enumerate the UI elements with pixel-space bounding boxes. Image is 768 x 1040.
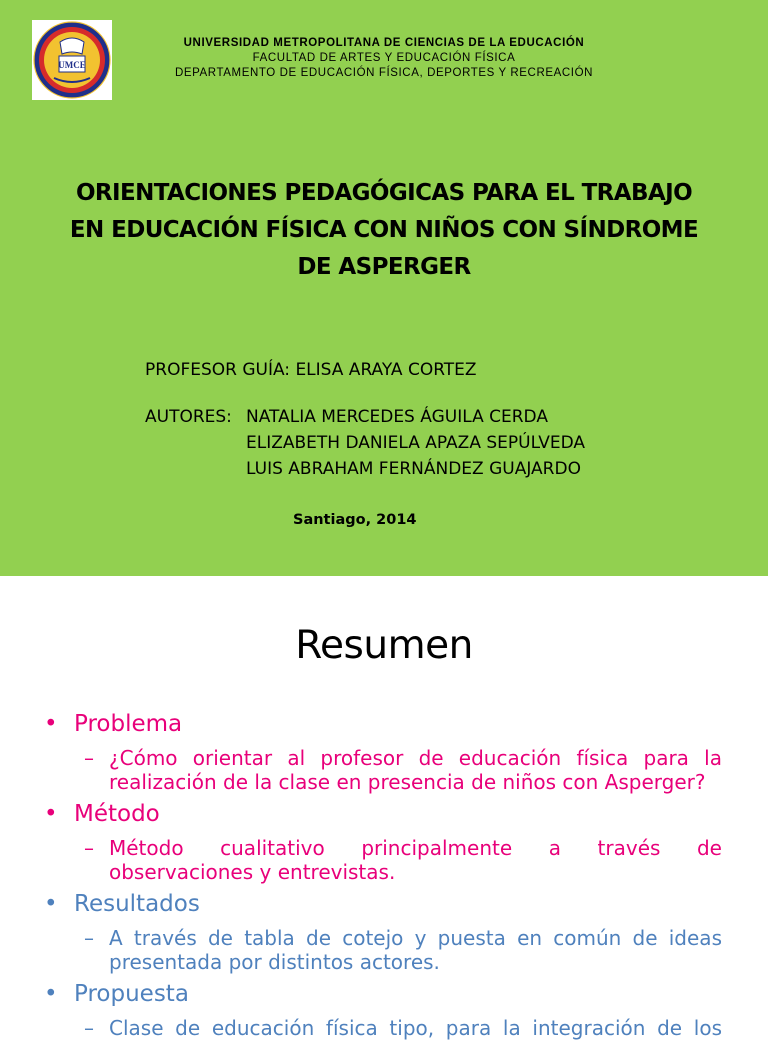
summary-slide <box>0 576 768 1040</box>
guide-professor: PROFESOR GUÍA: ELISA ARAYA CORTEZ <box>145 360 477 380</box>
sub-bullet-resultados <box>84 926 722 974</box>
dash-icon: – <box>84 1016 94 1040</box>
sub-bullet-line: observaciones y entrevistas. <box>109 860 396 884</box>
dash-icon: – <box>84 836 94 860</box>
sub-bullet-line: A través de tabla de cotejo y puesta en común de ideas <box>109 926 722 950</box>
svg-text:UMCE: UMCE <box>58 60 86 70</box>
bullet-label: Resultados <box>74 891 200 917</box>
authors-label: AUTORES: <box>145 407 232 427</box>
bullet-dot-icon: • <box>44 891 58 917</box>
bullet-resultados <box>44 891 200 917</box>
author-name: NATALIA MERCEDES ÁGUILA CERDA <box>246 407 548 427</box>
bullet-dot-icon: • <box>44 801 58 827</box>
author-name: ELIZABETH DANIELA APAZA SEPÚLVEDA <box>246 433 585 453</box>
department-name: DEPARTAMENTO DE EDUCACIÓN FÍSICA, DEPORTES Y RECREACIÓN <box>174 67 594 79</box>
bullet-problema <box>44 711 182 737</box>
sub-bullet-line: Clase de educación física tipo, para la integración de los <box>109 1016 722 1040</box>
date-location: Santiago, 2014 <box>293 512 417 528</box>
bullet-label: Método <box>74 801 160 827</box>
sub-bullet-propuesta <box>84 1016 722 1040</box>
dash-icon: – <box>84 746 94 770</box>
bullet-label: Propuesta <box>74 981 189 1007</box>
university-logo <box>32 20 112 100</box>
summary-title: Resumen <box>295 623 473 668</box>
dash-icon: – <box>84 926 94 950</box>
sub-bullet-line: ¿Cómo orientar al profesor de educación física para la <box>109 746 722 770</box>
bullet-dot-icon: • <box>44 981 58 1007</box>
title-line: EN EDUCACIÓN FÍSICA CON NIÑOS CON SÍNDROME <box>69 217 699 243</box>
title-line: ORIENTACIONES PEDAGÓGICAS PARA EL TRABAJO <box>75 180 693 206</box>
bullet-metodo <box>44 801 160 827</box>
sub-bullet-line: realización de la clase en presencia de niños con Asperger? <box>109 770 706 794</box>
sub-bullet-line: presentada por distintos actores. <box>109 950 440 974</box>
title-line: DE ASPERGER <box>297 254 471 280</box>
faculty-name: FACULTAD DE ARTES Y EDUCACIÓN FÍSICA <box>252 52 516 64</box>
author-name: LUIS ABRAHAM FERNÁNDEZ GUAJARDO <box>246 459 581 479</box>
bullet-label: Problema <box>74 711 183 737</box>
sub-bullet-line: Método cualitativo principalmente a través de <box>109 836 722 860</box>
sub-bullet-problema <box>84 746 722 794</box>
university-name: UNIVERSIDAD METROPOLITANA DE CIENCIAS DE LA EDUCACIÓN <box>183 37 585 49</box>
institution-header <box>120 36 648 81</box>
seal-icon <box>32 20 112 100</box>
sub-bullet-metodo <box>84 836 722 884</box>
bullet-dot-icon: • <box>44 711 58 737</box>
presentation-title <box>40 175 728 286</box>
bullet-propuesta <box>44 981 189 1007</box>
